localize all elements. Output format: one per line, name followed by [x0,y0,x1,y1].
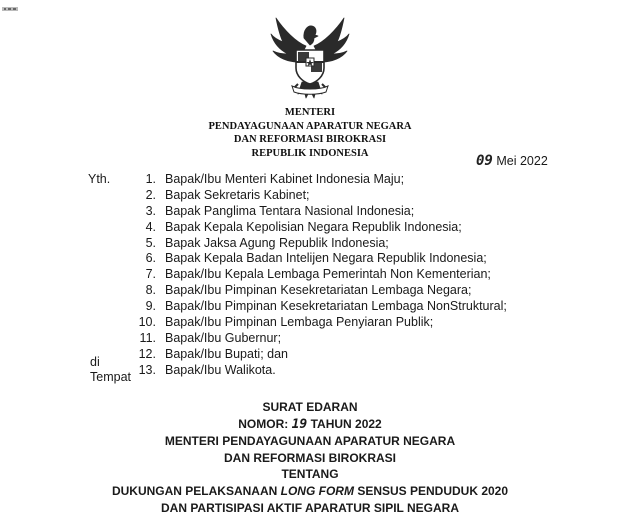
recipient-item [132,172,507,188]
recipient-item [132,204,507,220]
recipient-text: Bapak/Ibu Pimpinan Kesekretariatan Lembaga NonStruktural; [165,299,507,314]
recipient-number: 1. [145,172,156,186]
recipient-text: Bapak Kepala Badan Intelijen Negara Republik Indonesia; [165,251,487,266]
recipient-number: 9. [145,299,156,314]
scan-mark-icon [2,6,18,12]
recipient-item [132,251,507,267]
subject-post: SENSUS PENDUDUK 2020 [357,483,509,498]
recipient-item [132,220,507,236]
circular-line: MENTERI PENDAYAGUNAAN APARATUR NEGARA [164,434,456,449]
recipient-text: Bapak Panglima Tentara Nasional Indonesia; [165,203,415,218]
recipient-item [132,267,507,283]
ministry-line: REPUBLIK INDONESIA [251,147,369,159]
number-value: 19 [291,416,308,432]
ministry-line: PENDAYAGUNAAN APARATUR NEGARA [208,120,412,132]
number-suffix: TAHUN 2022 [310,416,382,431]
recipient-text: Bapak/Ibu Kepala Lembaga Pemerintah Non Kementerian; [165,267,491,282]
recipient-number: 5. [145,235,156,250]
garuda-emblem-icon [268,16,352,102]
recipient-number: 7. [145,267,156,282]
recipient-text: Bapak Jaksa Agung Republik Indonesia; [165,235,389,250]
subject-pre: DUKUNGAN PELAKSANAAN [111,483,278,498]
circular-line: TENTANG [281,467,339,482]
recipient-text: Bapak/Ibu Walikota. [165,362,276,377]
recipient-text: Bapak Sekretaris Kabinet; [165,187,310,202]
recipient-number: 12. [138,346,156,361]
date-day: 09 [476,153,493,169]
yth-label: Yth. [88,172,111,186]
ministry-line: DAN REFORMASI BIROKRASI [233,134,387,145]
circular-line: DAN REFORMASI BIROKRASI [223,450,396,465]
circular-line: DAN PARTISIPASI AKTIF APARATUR SIPIL NEGARA [160,500,459,515]
recipient-item [132,283,507,299]
recipient-number: 13. [138,362,156,377]
circular-number [60,416,560,434]
recipient-item [132,236,507,252]
recipient-item [132,331,507,347]
recipient-number: 2. [145,187,156,202]
circular-title: SURAT EDARAN [262,400,358,414]
recipient-item [132,299,507,315]
recipient-text: Bapak/Ibu Gubernur; [165,330,282,345]
recipient-number: 8. [145,283,156,298]
recipient-number: 10. [138,315,156,330]
recipient-text: Bapak/Ibu Pimpinan Kesekretariatan Lembaga Negara; [165,283,472,298]
ministry-line: MENTERI [284,107,336,118]
place-block [90,355,131,385]
subject-italic: LONG FORM [280,483,354,498]
recipient-text: Bapak/Ibu Menteri Kabinet Indonesia Maju; [165,172,405,186]
recipient-number: 3. [145,203,156,218]
date-month-year: Mei 2022 [496,154,548,168]
di-label: di [90,355,100,369]
recipient-text: Bapak/Ibu Pimpinan Lembaga Penyiaran Publik; [165,315,434,330]
recipient-list [132,172,507,379]
recipient-item [132,315,507,331]
ministry-header [160,106,460,160]
recipient-text: Bapak Kepala Kepolisian Negara Republik Indonesia; [165,219,462,234]
recipient-item [132,363,507,379]
letter-date [476,153,548,169]
recipient-number: 11. [139,330,156,345]
circular-subject [60,483,560,500]
circular-heading [60,399,560,516]
recipient-number: 4. [145,219,156,234]
recipient-item [132,188,507,204]
recipient-item [132,347,507,363]
number-prefix: NOMOR: [238,416,289,431]
recipient-text: Bapak/Ibu Bupati; dan [165,346,289,361]
tempat-label: Tempat [90,370,131,384]
recipient-number: 6. [145,251,156,266]
